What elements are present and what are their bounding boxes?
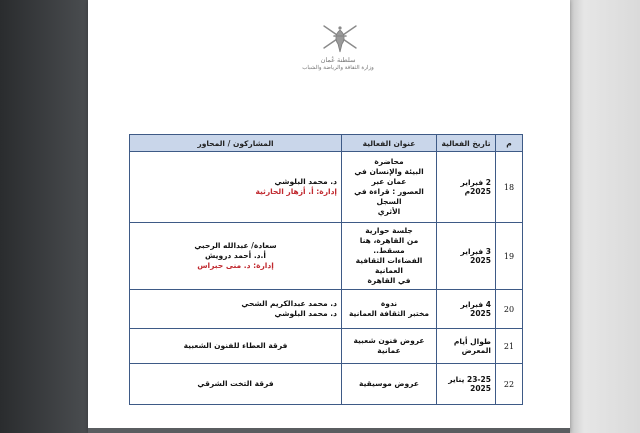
row-title (342, 152, 437, 223)
ministry-line-2: وزارة الثقافة والرياضة والشباب (302, 65, 374, 71)
row-num: 22 (496, 364, 523, 405)
participant-name: سعادة/ عبدالله الرحبي (194, 241, 277, 250)
viewer-left-gutter (0, 0, 88, 433)
table-row (130, 329, 523, 364)
col-header-title: عنوان الفعالية (342, 135, 437, 152)
title-line: الفضاءات الثقافية العمانية (355, 256, 423, 275)
title-line: جلسة حوارية (365, 226, 413, 235)
participant-name: فرقة التخت الشرقي (197, 379, 274, 388)
title-line: عروض فنون شعبية عمانية (353, 336, 425, 355)
col-header-num: م (496, 135, 523, 152)
title-line: عروض موسيقية (359, 379, 419, 388)
table-row (130, 223, 523, 290)
col-header-participants: المشاركون / المحاور (130, 135, 342, 152)
row-date: طوال أيام المعرض (437, 329, 496, 364)
participant-name: أ.د. أحمد درويش (205, 251, 266, 260)
row-title (342, 290, 437, 329)
viewer-right-gutter (570, 0, 640, 433)
title-line: من القاهرة، هنا مسقط.. (359, 236, 419, 255)
row-date: 23-25 يناير 2025 (437, 364, 496, 405)
document-page (88, 0, 570, 433)
page-bottom-edge (88, 428, 570, 433)
row-title (342, 223, 437, 290)
row-participants (130, 290, 342, 329)
row-participants (130, 152, 342, 223)
oman-khanjar-emblem-icon (320, 22, 360, 56)
participant-name: د. محمد البلوشي (274, 309, 337, 318)
participant-name: فرقة العطاء للفنون الشعبية (183, 341, 288, 350)
title-line: محاضرة (374, 157, 404, 166)
col-header-date: تاريخ الفعالية (437, 135, 496, 152)
row-num: 18 (496, 152, 523, 223)
title-line: ندوة (380, 299, 398, 308)
row-participants (130, 223, 342, 290)
ministry-name (278, 56, 398, 72)
row-date: 3 فبراير 2025 (437, 223, 496, 290)
moderator-name: إدارة: د. منى حبراس (197, 261, 274, 270)
row-num: 19 (496, 223, 523, 290)
table-header-row (130, 135, 523, 152)
row-date: 4 فبراير 2025 (437, 290, 496, 329)
participant-name: د. محمد البلوشي (274, 177, 337, 186)
table-row (130, 364, 523, 405)
row-num: 21 (496, 329, 523, 364)
row-title (342, 364, 437, 405)
table-row (130, 152, 523, 223)
title-line: الأثري (377, 207, 401, 216)
events-table (129, 134, 523, 405)
title-line: البيئة والإنسان في عمان عبر (354, 167, 424, 186)
ministry-line-1: سلطنة عُمان (320, 56, 356, 64)
row-title (342, 329, 437, 364)
row-num: 20 (496, 290, 523, 329)
row-date: 2 فبراير 2025م (437, 152, 496, 223)
table-row (130, 290, 523, 329)
title-line: مختبر الثقافة العمانية (348, 309, 430, 318)
title-line: في القاهرة (367, 276, 411, 285)
row-participants (130, 364, 342, 405)
row-participants (130, 329, 342, 364)
title-line: العصور : قراءة في السجل (354, 187, 424, 206)
moderator-name: إدارة: أ. أزهار الحارثية (255, 187, 337, 196)
participant-name: د. محمد عبدالكريم الشحي (241, 299, 337, 308)
